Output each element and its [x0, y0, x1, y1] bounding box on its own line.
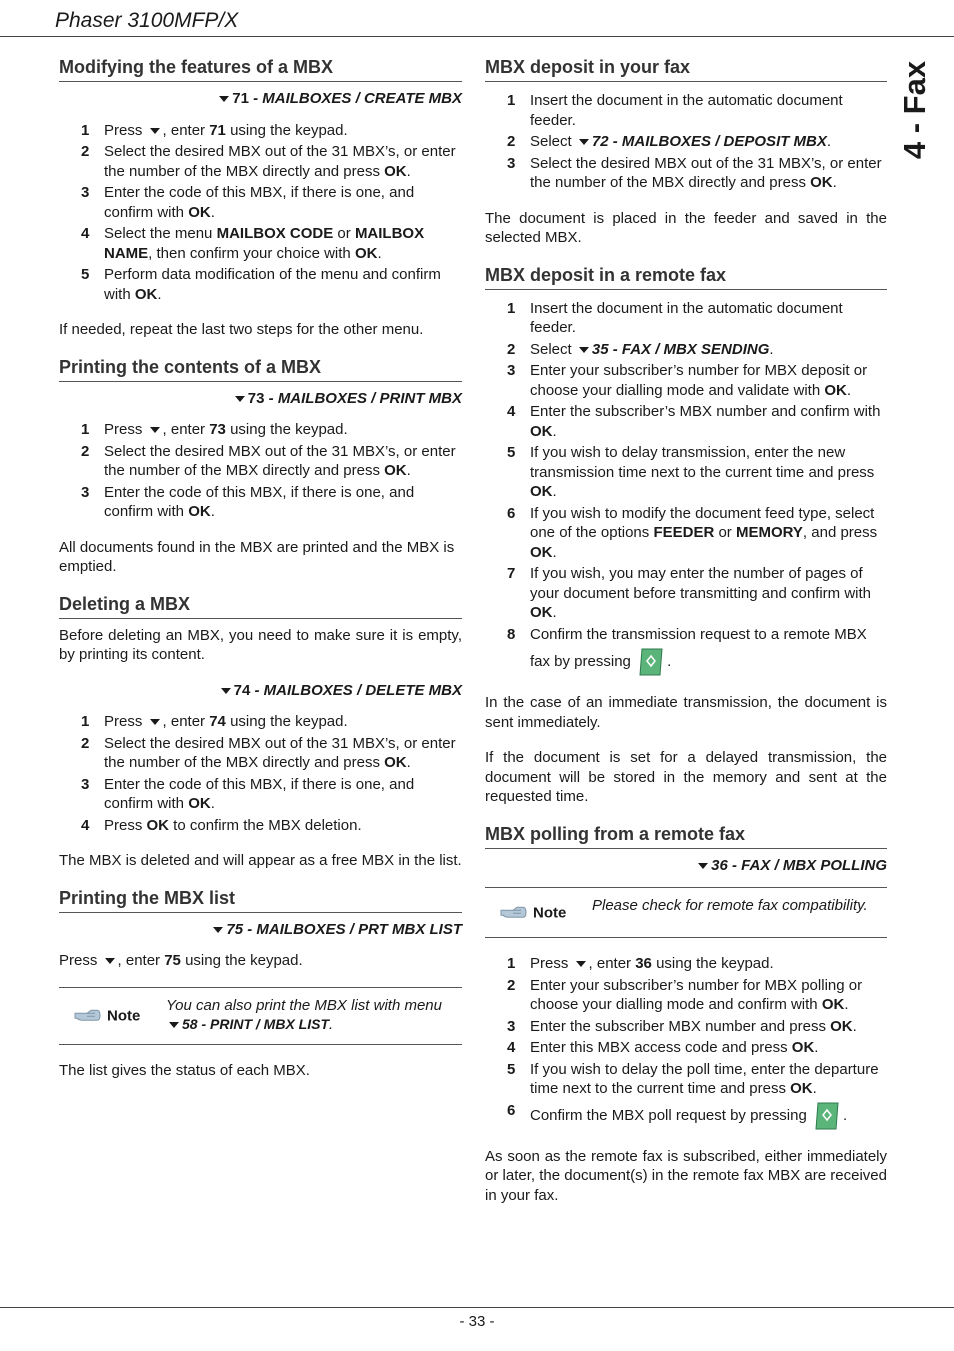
- step: [59, 142, 462, 181]
- menu-number: 73: [247, 389, 265, 407]
- down-arrow-icon: [219, 96, 229, 102]
- paragraph: All documents found in the MBX are printed and the MBX is emptied.: [59, 538, 455, 575]
- note-body: .: [329, 1016, 334, 1033]
- note-label: [73, 1006, 140, 1026]
- step-number: 6: [507, 1101, 516, 1119]
- step-number: 2: [507, 976, 516, 994]
- step-text: .: [377, 244, 382, 262]
- paragraph: The document is placed in the feeder and saved in the selected MBX.: [485, 209, 887, 246]
- ok-key: OK: [530, 422, 553, 440]
- step-text: Enter the subscriber’s MBX number and confirm with: [530, 403, 881, 420]
- step-text: fax by pressing: [530, 653, 631, 670]
- step: [59, 224, 462, 263]
- menu-path-text: 35 - FAX / MBX SENDING: [591, 340, 770, 358]
- down-arrow-icon: [150, 719, 160, 725]
- menu-code: 73: [209, 421, 226, 438]
- right-column: [485, 56, 887, 1221]
- step-text: .: [812, 1080, 817, 1098]
- note-menu-path: 58 - PRINT / MBX LIST: [182, 1016, 330, 1032]
- step: [59, 121, 462, 141]
- note-text: [166, 996, 456, 1035]
- step-text: using the keypad.: [180, 952, 303, 969]
- step: [59, 734, 462, 773]
- step-number: 5: [507, 1060, 516, 1078]
- step-text: .: [814, 1039, 819, 1057]
- footer-rule: [0, 1307, 954, 1308]
- step-text: .: [157, 285, 162, 303]
- menu-code: 36: [635, 955, 652, 973]
- step-text: , enter: [162, 421, 210, 438]
- menu-option: MAILBOX CODE: [216, 225, 334, 242]
- step-text: .: [552, 604, 557, 621]
- section-title: MBX deposit in your fax: [485, 56, 887, 82]
- step: [485, 340, 887, 360]
- step-text: , enter: [588, 955, 636, 973]
- ok-key: OK: [830, 1017, 853, 1035]
- ok-key: OK: [821, 996, 845, 1014]
- step-text: .: [842, 1106, 848, 1124]
- paragraph: If the document is set for a delayed transmission, the document will be stored in the memory and sent at the requested time.: [485, 749, 887, 806]
- step-number: 3: [81, 483, 90, 501]
- menu-path: [59, 389, 462, 409]
- note-box: [485, 887, 887, 938]
- step: [485, 976, 887, 1015]
- ok-key: OK: [384, 462, 407, 479]
- step-text: .: [552, 483, 557, 500]
- step-text: to confirm the MBX deletion.: [169, 816, 362, 834]
- step-list: [59, 420, 462, 522]
- step-text: .: [210, 203, 215, 221]
- step: [485, 402, 887, 441]
- step-text: Enter this MBX access code and press: [530, 1039, 792, 1057]
- step: [59, 775, 462, 814]
- step-number: 4: [507, 1039, 516, 1057]
- step-number: 1: [507, 92, 516, 109]
- left-column: [59, 56, 462, 1096]
- down-arrow-icon: [698, 863, 708, 869]
- step-text: Select: [530, 133, 576, 150]
- note-label-text: Note: [533, 903, 567, 921]
- down-arrow-icon: [213, 927, 223, 933]
- step: [485, 1038, 887, 1058]
- menu-option: FEEDER: [653, 524, 715, 541]
- step: [485, 443, 887, 502]
- step-text: .: [210, 795, 215, 812]
- step-text: If you wish to delay the poll time, enter the departure time next to the current time and press: [530, 1060, 879, 1098]
- ok-key: OK: [790, 1080, 813, 1098]
- step-list: [485, 91, 887, 193]
- step-text: , and press: [802, 524, 878, 541]
- step-number: 5: [81, 266, 90, 283]
- menu-code: 75: [164, 952, 181, 969]
- chapter-tab: [898, 60, 932, 160]
- step-number: 3: [507, 154, 516, 172]
- step-number: 1: [81, 713, 90, 730]
- paragraph: The list gives the status of each MBX.: [59, 1061, 310, 1079]
- step-number: 3: [81, 184, 90, 201]
- step-text: Insert the document in the automatic document feeder.: [530, 299, 843, 336]
- step-text: using the keypad.: [225, 121, 348, 139]
- chapter-tab-label: 4 - Fax: [897, 60, 932, 160]
- ok-key: OK: [824, 381, 847, 399]
- paragraph: Before deleting an MBX, you need to make sure it is empty, by printing its content.: [59, 626, 462, 663]
- ok-key: OK: [188, 503, 211, 520]
- step-text: Enter your subscriber’s number for MBX deposit or choose your dialling mode and validate with: [530, 362, 868, 399]
- menu-code: 74: [209, 713, 226, 730]
- ok-key: OK: [791, 1039, 815, 1057]
- step-text: using the keypad.: [225, 713, 348, 730]
- ok-key: OK: [146, 816, 170, 834]
- step-text: .: [832, 174, 837, 191]
- down-arrow-icon: [579, 347, 589, 353]
- step-text: Enter the subscriber MBX number and press: [530, 1017, 831, 1035]
- step-number: 6: [507, 504, 516, 522]
- step-text: Enter your subscriber’s number for MBX polling or choose your dialling mode and confirm with: [530, 976, 863, 1014]
- step-list: [59, 121, 462, 305]
- step-text: .: [667, 653, 672, 670]
- section-title: Printing the contents of a MBX: [59, 356, 462, 382]
- menu-path: [59, 920, 462, 940]
- ok-key: OK: [530, 543, 553, 561]
- ok-key: OK: [810, 174, 833, 191]
- step-number: 2: [507, 133, 516, 150]
- step-text: Select the desired MBX out of the 31 MBX’s, or enter the number of the MBX directly and press: [104, 734, 456, 771]
- section-title: MBX polling from a remote fax: [485, 823, 887, 849]
- step-text: If you wish to delay transmission, enter the new transmission time next to the current time and press: [530, 444, 875, 481]
- ok-key: OK: [188, 203, 211, 221]
- step-text: Enter the code of this MBX, if there is one, and confirm with: [104, 483, 415, 520]
- menu-path: [59, 89, 462, 109]
- paragraph: In the case of an immediate transmission, the document is sent immediately.: [485, 694, 887, 731]
- step-text: , enter: [117, 952, 165, 969]
- step-text: Press: [104, 421, 147, 438]
- step-number: 1: [81, 421, 90, 438]
- down-arrow-icon: [221, 688, 231, 694]
- step-number: 3: [81, 775, 90, 793]
- step-text: .: [844, 996, 849, 1014]
- step-text: , enter: [162, 713, 210, 730]
- step-text: using the keypad.: [651, 955, 774, 973]
- note-text: Please check for remote fax compatibility.: [592, 897, 868, 915]
- step-text: Select: [530, 340, 576, 358]
- step-number: 1: [81, 121, 90, 139]
- step: [485, 132, 887, 152]
- step-number: 5: [507, 444, 516, 461]
- paragraph: If needed, repeat the last two steps for the other menu.: [59, 321, 424, 338]
- step-list: [59, 712, 462, 835]
- step-text: or: [333, 225, 355, 242]
- step: [485, 1017, 887, 1037]
- step-text: .: [406, 754, 411, 771]
- down-arrow-icon: [150, 128, 160, 134]
- ok-key: OK: [384, 162, 407, 180]
- down-arrow-icon: [105, 958, 115, 964]
- menu-path: [59, 681, 462, 701]
- step-text: Insert the document in the automatic document feeder.: [530, 92, 843, 129]
- step: [485, 954, 887, 974]
- menu-path: [485, 856, 887, 876]
- step-number: 2: [81, 442, 90, 460]
- step-number: 1: [507, 299, 516, 317]
- step-text: Enter the code of this MBX, if there is one, and confirm with: [104, 184, 415, 221]
- step-text: , then confirm your choice with: [148, 244, 355, 262]
- step-text: or: [714, 524, 736, 541]
- paragraph: The MBX is deleted and will appear as a free MBX in the list.: [59, 852, 462, 869]
- step-text: Select the desired MBX out of the 31 MBX’s, or enter the number of the MBX directly and press: [530, 154, 882, 191]
- step-text: Enter the code of this MBX, if there is one, and confirm with: [104, 775, 415, 812]
- step: [485, 154, 887, 193]
- note-body: You can also print the MBX list with menu: [166, 996, 442, 1014]
- step-text: Select the menu: [104, 225, 217, 242]
- note-label: [499, 903, 566, 923]
- step-text: Select the desired MBX out of the 31 MBX’s, or enter the number of the MBX directly and press: [104, 143, 456, 180]
- step: [59, 183, 462, 222]
- step-text: .: [769, 340, 774, 358]
- menu-path-text: - MAILBOXES / CREATE MBX: [248, 90, 462, 107]
- section-title: Deleting a MBX: [59, 593, 462, 619]
- step-number: 3: [507, 362, 516, 379]
- step-text: If you wish to modify the document feed type, select one of the options: [530, 504, 875, 541]
- down-arrow-icon: [579, 139, 589, 145]
- page-number: - 33 -: [459, 1313, 495, 1330]
- paragraph: [59, 951, 462, 971]
- step-text: If you wish, you may enter the number of pages of your document before transmitting and confirm with: [530, 565, 871, 602]
- menu-option: MAILBOX NAME: [104, 225, 425, 262]
- step-number: 3: [507, 1017, 516, 1035]
- ok-key: OK: [530, 483, 553, 500]
- step-number: 7: [507, 565, 516, 582]
- section-title: MBX deposit in a remote fax: [485, 264, 887, 290]
- step-text: Select the desired MBX out of the 31 MBX’s, or enter the number of the MBX directly and press: [104, 442, 456, 479]
- paragraph: As soon as the remote fax is subscribed, either immediately or later, the document(s) in the remote fax MBX are received in your fax.: [485, 1147, 887, 1204]
- menu-option: MEMORY: [735, 524, 803, 541]
- step: [485, 504, 887, 563]
- step: [59, 265, 462, 304]
- send-button-icon: [639, 647, 663, 677]
- menu-path-text: - MAILBOXES / PRINT MBX: [264, 389, 462, 407]
- step: [485, 564, 887, 623]
- step-text: Press: [530, 955, 573, 973]
- header-title: Phaser 3100MFP/X: [55, 9, 239, 32]
- step-number: 2: [81, 734, 90, 752]
- step-number: 2: [81, 143, 90, 160]
- step-text: Press: [59, 952, 102, 969]
- header-rule: [0, 36, 954, 37]
- ok-key: OK: [530, 604, 553, 621]
- step: [485, 299, 887, 338]
- step-list: [485, 299, 887, 678]
- down-arrow-icon: [150, 427, 160, 433]
- step-text: .: [210, 503, 215, 520]
- down-arrow-icon: [576, 961, 586, 967]
- step-text: .: [846, 381, 852, 399]
- step-number: 8: [507, 625, 516, 643]
- step-text: .: [552, 422, 557, 440]
- step-text: using the keypad.: [225, 421, 348, 438]
- step-text: .: [406, 162, 411, 180]
- step-text: Press: [104, 121, 147, 139]
- step-number: 4: [81, 816, 90, 834]
- menu-path-text: 72 - MAILBOXES / DEPOSIT MBX: [591, 133, 827, 150]
- step-text: .: [406, 462, 411, 479]
- step: [59, 442, 462, 481]
- ok-key: OK: [384, 754, 407, 771]
- step: [485, 361, 887, 400]
- step-text: Press: [104, 713, 147, 730]
- step: [59, 483, 462, 522]
- note-box: [59, 987, 462, 1045]
- step: [59, 816, 462, 836]
- ok-key: OK: [188, 795, 211, 812]
- step-number: 4: [507, 403, 516, 420]
- step-list: [485, 954, 887, 1131]
- note-hand-icon: [73, 1008, 101, 1024]
- step-number: 2: [507, 340, 516, 358]
- step: [485, 1060, 887, 1099]
- menu-code: 71: [209, 121, 226, 139]
- note-hand-icon: [499, 905, 527, 921]
- step-text: .: [826, 133, 832, 150]
- ok-key: OK: [354, 244, 378, 262]
- step: [59, 420, 462, 440]
- step-text: .: [552, 543, 557, 561]
- step-text: Confirm the MBX poll request by pressing: [530, 1106, 807, 1124]
- step-text: Confirm the transmission request to a remote MBX: [530, 625, 867, 643]
- menu-number: 74: [233, 681, 251, 699]
- step-text: , enter: [162, 121, 210, 139]
- down-arrow-icon: [169, 1022, 179, 1028]
- step-text: Press: [104, 816, 147, 834]
- note-label-text: Note: [107, 1006, 141, 1024]
- step-text: Perform data modification of the menu and confirm with: [104, 266, 441, 303]
- down-arrow-icon: [235, 396, 245, 402]
- menu-path-text: - MAILBOXES / DELETE MBX: [250, 681, 462, 699]
- step: [59, 712, 462, 732]
- step: [485, 1101, 887, 1131]
- menu-number: 71: [232, 90, 249, 107]
- section-title: Printing the MBX list: [59, 887, 462, 913]
- menu-path-text: 36 - FAX / MBX POLLING: [711, 856, 887, 874]
- step-number: 4: [81, 225, 90, 242]
- step: [485, 625, 887, 678]
- step: [485, 91, 887, 130]
- section-title: Modifying the features of a MBX: [59, 56, 462, 82]
- step-number: 1: [507, 955, 516, 973]
- step-text: .: [852, 1017, 857, 1035]
- ok-key: OK: [134, 285, 158, 303]
- send-button-icon: [815, 1101, 839, 1131]
- menu-path-text: 75 - MAILBOXES / PRT MBX LIST: [226, 920, 462, 938]
